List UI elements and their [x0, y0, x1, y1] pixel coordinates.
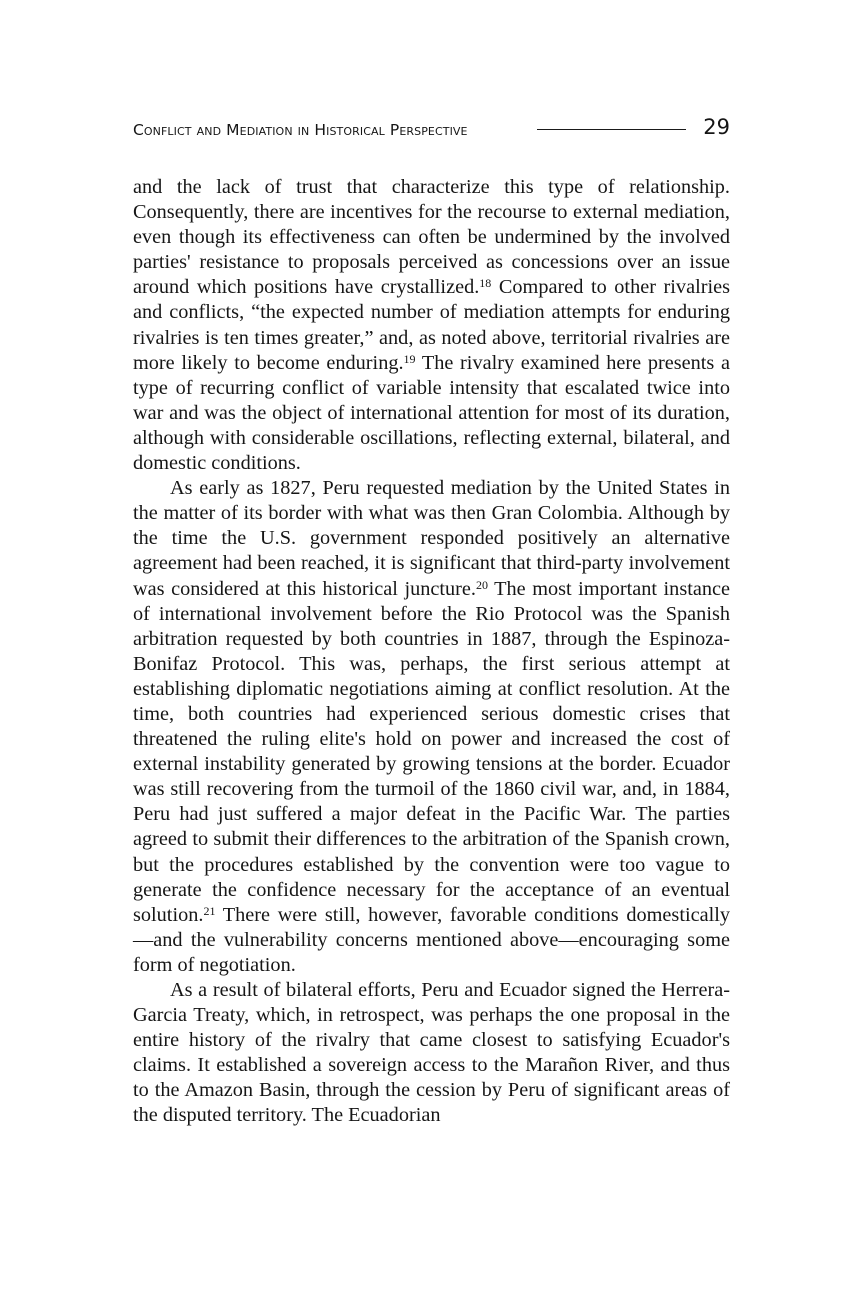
paragraph-1-text-1: and the lack of trust that characterize this type of relationship. Consequently, there are incentives for the recourse to external mediation, even though its effectiveness can often be undermined by the involved parties' resistance to proposals perceived as concessions over an issue around which positions have crystallized.: [133, 176, 730, 299]
running-title: Conflict and Mediation in Historical Perspective: [133, 121, 468, 139]
paragraph-1: [133, 175, 730, 476]
running-head: [133, 113, 730, 145]
paragraph-2: [133, 476, 730, 978]
body-text: [133, 175, 730, 1129]
paragraph-2-text-1: As early as 1827, Peru requested mediation by the United States in the matter of its border with what was then Gran Colombia. Although by the time the U.S. government responded positively an alternative agreement had been reached, it is significant that third-party involvement was considered at this historical juncture.: [133, 477, 730, 600]
header-rule: [537, 129, 686, 130]
paragraph-2-text-2: The most important instance of international involvement before the Rio Protocol was the Spanish arbitration requested by both countries in 1887, through the Espinoza-Bonifaz Protocol. This was, perhaps, the first serious attempt at establishing diplomatic negotiations aiming at conflict resolution. At the time, both countries had experienced serious domestic crises that threatened the ruling elite's hold on power and increased the cost of external instability generated by growing tensions at the border. Ecuador was still recovering from the turmoil of the 1860 civil war, and, in 1884, Peru had just suffered a major defeat in the Pacific War. The parties agreed to submit their differences to the arbitration of the Spanish crown, but the procedures established by the convention were too vague to generate the confidence necessary for the acceptance of an eventual solution.: [133, 577, 730, 926]
footnote-ref-20: 20: [475, 577, 488, 592]
footnote-ref-21: 21: [203, 903, 216, 918]
paragraph-1-text-3: The rivalry examined here presents a type of recurring conflict of variable intensity that escalated twice into war and was the object of international attention for most of its duration, although with considerable oscillations, reflecting external, bilateral, and domestic conditions.: [133, 351, 730, 475]
paragraph-1-text-2: Compared to other rivalries and conflicts, “the expected number of mediation attempts for enduring rivalries is ten times greater,” and, as noted above, territorial rivalries are more likely to become enduring.: [133, 276, 730, 374]
paragraph-3-text-1: As a result of bilateral efforts, Peru and Ecuador signed the Herrera-Garcia Treaty, which, in retrospect, was perhaps the one proposal in the entire history of the rivalry that came closest to satisfying Ecuador's claims. It established a sovereign access to the Marañon River, and thus to the Amazon Basin, through the cession by Peru of significant areas of the disputed territory. The Ecuadorian: [133, 979, 730, 1127]
paragraph-2-text-3: There were still, however, favorable conditions domestically—and the vulnerability concerns mentioned above—encouraging some form of negotiation.: [133, 903, 730, 976]
paragraph-3: [133, 978, 730, 1129]
page-number: 29: [703, 115, 730, 139]
footnote-ref-19: 19: [403, 351, 416, 366]
footnote-ref-18: 18: [479, 276, 492, 291]
